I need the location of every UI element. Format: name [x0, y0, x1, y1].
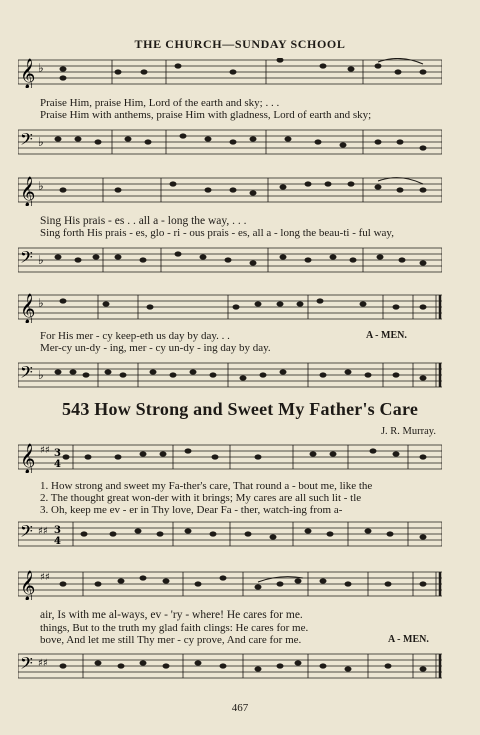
svg-text:4: 4	[54, 536, 61, 547]
svg-text:𝄢: 𝄢	[20, 653, 33, 677]
bass-staff	[18, 126, 442, 158]
hymn-title-text: How Strong and Sweet My Father's Care	[94, 399, 419, 419]
svg-text:𝄞: 𝄞	[20, 571, 36, 600]
svg-text:♭: ♭	[38, 368, 44, 382]
svg-text:3: 3	[54, 448, 61, 459]
page-number: 467	[231, 702, 249, 714]
svg-text:𝄞: 𝄞	[20, 177, 36, 206]
hymn-title	[0, 399, 480, 420]
svg-text:𝄞: 𝄞	[20, 59, 36, 88]
svg-text:♭: ♭	[38, 179, 44, 193]
lyric-line: 3. Oh, keep me ev - er in Thy love, Dear Fa - ther, watch-ing from a-	[40, 504, 343, 516]
svg-text:3: 3	[54, 525, 61, 536]
treble-staff	[18, 441, 442, 473]
svg-text:4: 4	[54, 459, 61, 470]
composer-credit: J. R. Murray.	[380, 426, 436, 437]
svg-text:𝄢: 𝄢	[20, 247, 33, 271]
svg-text:♯♯: ♯♯	[40, 445, 50, 456]
lyric-line	[40, 330, 440, 342]
svg-text:𝄞: 𝄞	[20, 444, 36, 473]
lyric-text: For His mer - cy keep-eth us day by day. . .	[40, 330, 230, 342]
amen-text: A - MEN.	[388, 634, 429, 645]
svg-text:𝄢: 𝄢	[20, 362, 33, 386]
amen-text: A - MEN.	[366, 330, 407, 341]
treble-staff	[18, 176, 442, 206]
lyric-text: bove, And let me still Thy mer - cy prove, And care for me.	[40, 634, 302, 646]
svg-text:♭: ♭	[38, 296, 44, 310]
lyric-line: things, But to the truth my glad faith clings: He cares for me.	[40, 622, 309, 634]
svg-text:♯♯: ♯♯	[38, 526, 48, 537]
bass-staff	[18, 359, 442, 391]
lyric-line: 1. How strong and sweet my Fa-ther's care, That round a - bout me, like the	[40, 480, 373, 492]
lyric-line: 2. The thought great won-der with it brings; My cares are all such lit - tle	[40, 492, 362, 504]
lyric-line	[40, 634, 440, 646]
lyric-line: Praise Him, praise Him, Lord of the earth and sky; . . .	[40, 97, 280, 109]
svg-text:𝄞: 𝄞	[20, 294, 36, 323]
svg-text:♭: ♭	[38, 253, 44, 267]
treble-staff	[18, 291, 442, 323]
lyric-line: air, Is with me al-ways, ev - 'ry - where! He cares for me.	[40, 609, 303, 621]
lyric-line: Praise Him with anthems, praise Him with gladness, Lord of earth and sky;	[40, 109, 372, 121]
lyric-line: Sing His prais - es . . all a - long the way, . . .	[40, 215, 247, 227]
page-header: THE CHURCH—SUNDAY SCHOOL	[134, 37, 346, 51]
lyric-line: Sing forth His prais - es, glo - ri - ous prais - es, all a - long the beau-ti - ful way,	[40, 227, 394, 239]
hymn-number: 543	[61, 399, 90, 419]
bass-staff	[18, 650, 442, 682]
svg-text:♯♯: ♯♯	[40, 572, 50, 583]
treble-staff	[18, 568, 442, 600]
svg-text:𝄢: 𝄢	[20, 521, 33, 545]
lyric-line: Mer-cy un-dy - ing, mer - cy un-dy - ing day by day.	[40, 342, 271, 354]
bass-staff	[18, 244, 442, 276]
svg-text:♭: ♭	[38, 135, 44, 149]
treble-staff	[18, 58, 442, 88]
svg-text:𝄢: 𝄢	[20, 129, 33, 153]
bass-staff	[18, 518, 442, 550]
svg-text:♭: ♭	[38, 61, 44, 75]
svg-text:♯♯: ♯♯	[38, 658, 48, 669]
